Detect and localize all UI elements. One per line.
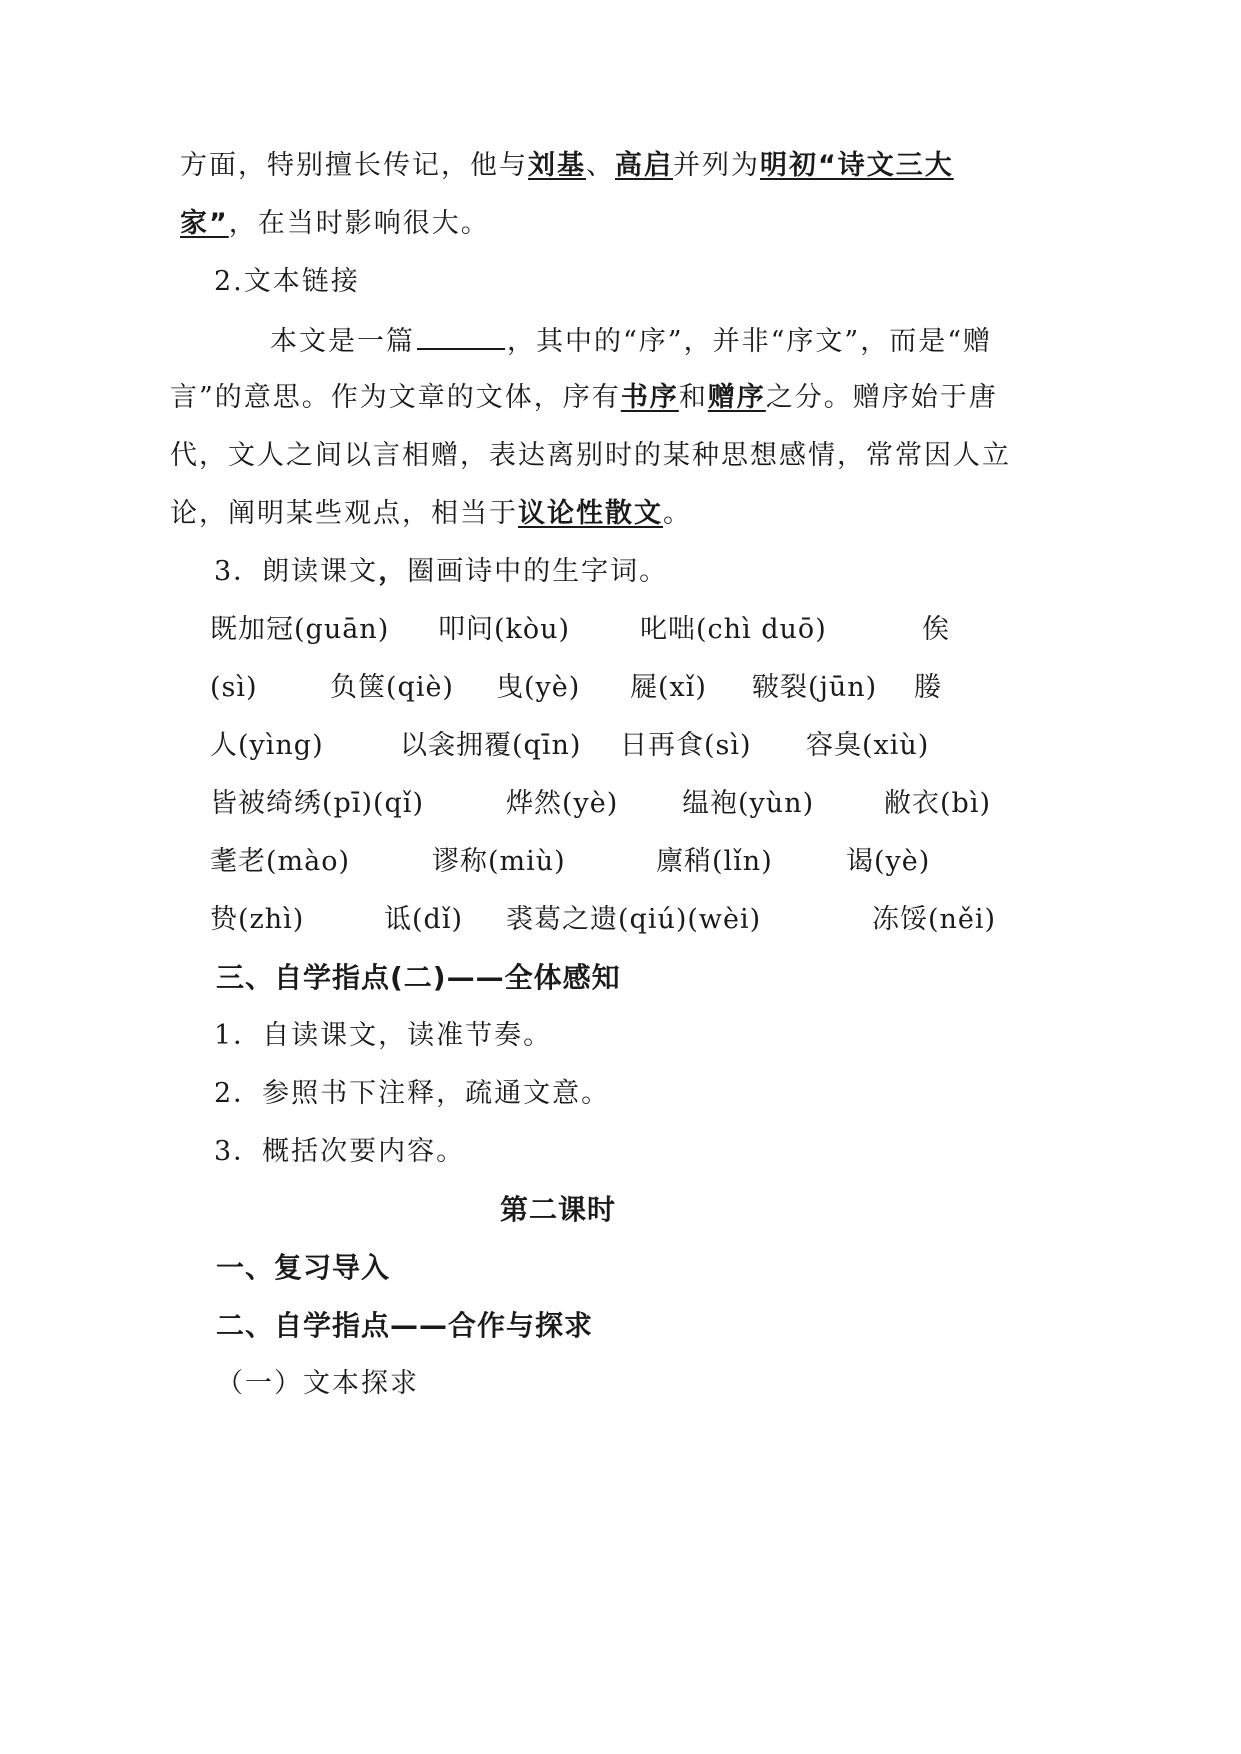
sec2-line1 — [270, 320, 992, 362]
vocab-item: 屣(xǐ) — [630, 672, 707, 703]
para1-text-b: 并列为 — [673, 150, 760, 181]
lesson2-heading-2: 二、自学指点——合作与探求 — [216, 1309, 594, 1342]
part3-heading: 三、自学指点(二)——全体感知 — [216, 961, 621, 994]
para1-line1 — [180, 146, 954, 186]
vocab-item: 日再食(sì) — [620, 730, 752, 761]
term-shuxu: 书序 — [620, 382, 679, 413]
sec2-l2-he: 和 — [678, 382, 708, 413]
part3-item-1: 1．自读课文，读准节奏。 — [214, 1020, 553, 1051]
vocab-item: 媵 — [914, 672, 942, 703]
vocab-item: 叩问(kòu) — [438, 614, 571, 645]
vocab-item: 冻馁(něi) — [872, 904, 997, 935]
term-yilun: 议论性散文 — [518, 498, 663, 529]
vocab-item: 负箧(qiè) — [330, 672, 454, 703]
term-mingchu: 明初“诗文三大 — [760, 150, 954, 181]
vocab-item: 叱咄(chì duō) — [640, 614, 827, 645]
para1-text-tail: ，在当时影响很大。 — [228, 208, 490, 239]
sec3-heading-c: 圈画诗中的生字词。 — [407, 556, 669, 587]
lesson2-title: 第二课时 — [500, 1193, 617, 1226]
name-gaoqi: 高启 — [615, 150, 673, 181]
sec2-l2-a: 言”的意思。作为文章的文体，序有 — [170, 382, 621, 413]
vocab-item: 贽(zhì) — [210, 904, 305, 935]
vocab-item: 谒(yè) — [846, 846, 931, 877]
fill-blank[interactable] — [417, 320, 505, 350]
sec2-l4-c: 。 — [663, 498, 692, 529]
sec2-l1-b: ，其中的“序”，并非“序文”，而是“赠 — [507, 326, 993, 357]
sec2-l4-a: 论，阐明某些观点，相当于 — [170, 498, 518, 529]
sec3-heading-comma: ， — [378, 556, 408, 587]
vocab-item: 俟 — [922, 614, 950, 645]
sec2-l2-b: 之分。赠序始于唐 — [765, 382, 998, 413]
sec3-heading-a: 3．朗读课文 — [214, 556, 379, 587]
sec2-line2 — [170, 378, 998, 418]
vocab-item: 耄老(mào) — [210, 846, 351, 877]
vocab-item: 既加冠(guān) — [210, 614, 390, 645]
sec2-line3: 代，文人之间以言相赠，表达离别时的某种思想感情，常常因人立 — [170, 440, 1011, 471]
term-jia: 家” — [180, 208, 229, 239]
vocab-item: 诋(dǐ) — [384, 904, 463, 935]
vocab-item: 烨然(yè) — [506, 788, 619, 819]
vocab-item: 廪稍(lǐn) — [656, 846, 773, 877]
vocab-item: 以衾拥覆(qīn) — [400, 730, 582, 761]
vocab-item: 皆被绮绣(pī)(qǐ) — [210, 788, 424, 819]
para1-text-a: 方面，特别擅长传记，他与 — [180, 150, 528, 181]
vocab-item: 曳(yè) — [496, 672, 581, 703]
vocab-item: 皲裂(jūn) — [752, 672, 878, 703]
sec2-line4 — [170, 494, 692, 534]
sec3-heading — [214, 552, 668, 592]
vocab-item: 裘葛之遗(qiú)(wèi) — [506, 904, 762, 935]
vocab-item: 谬称(miù) — [432, 846, 566, 877]
vocab-item: 敝衣(bì) — [884, 788, 991, 819]
vocab-item: (sì) — [210, 672, 258, 703]
sec2-l1-a: 本文是一篇 — [270, 326, 415, 357]
vocab-item: 人(yìng) — [210, 730, 324, 761]
sec2-heading: 2.文本链接 — [214, 266, 360, 297]
vocab-item: 容臭(xiù) — [806, 730, 930, 761]
name-liuji: 刘基 — [528, 150, 586, 181]
para1-dun: 、 — [586, 150, 615, 181]
term-zengxu: 赠序 — [707, 382, 766, 413]
vocab-item: 缊袍(yùn) — [682, 788, 815, 819]
part3-item-3: 3．概括次要内容。 — [214, 1136, 466, 1167]
lesson2-heading-1: 一、复习导入 — [216, 1251, 391, 1284]
part3-item-2: 2．参照书下注释，疏通文意。 — [214, 1078, 611, 1109]
lesson2-sub: （一）文本探求 — [216, 1368, 419, 1399]
para1-line2 — [180, 204, 490, 244]
